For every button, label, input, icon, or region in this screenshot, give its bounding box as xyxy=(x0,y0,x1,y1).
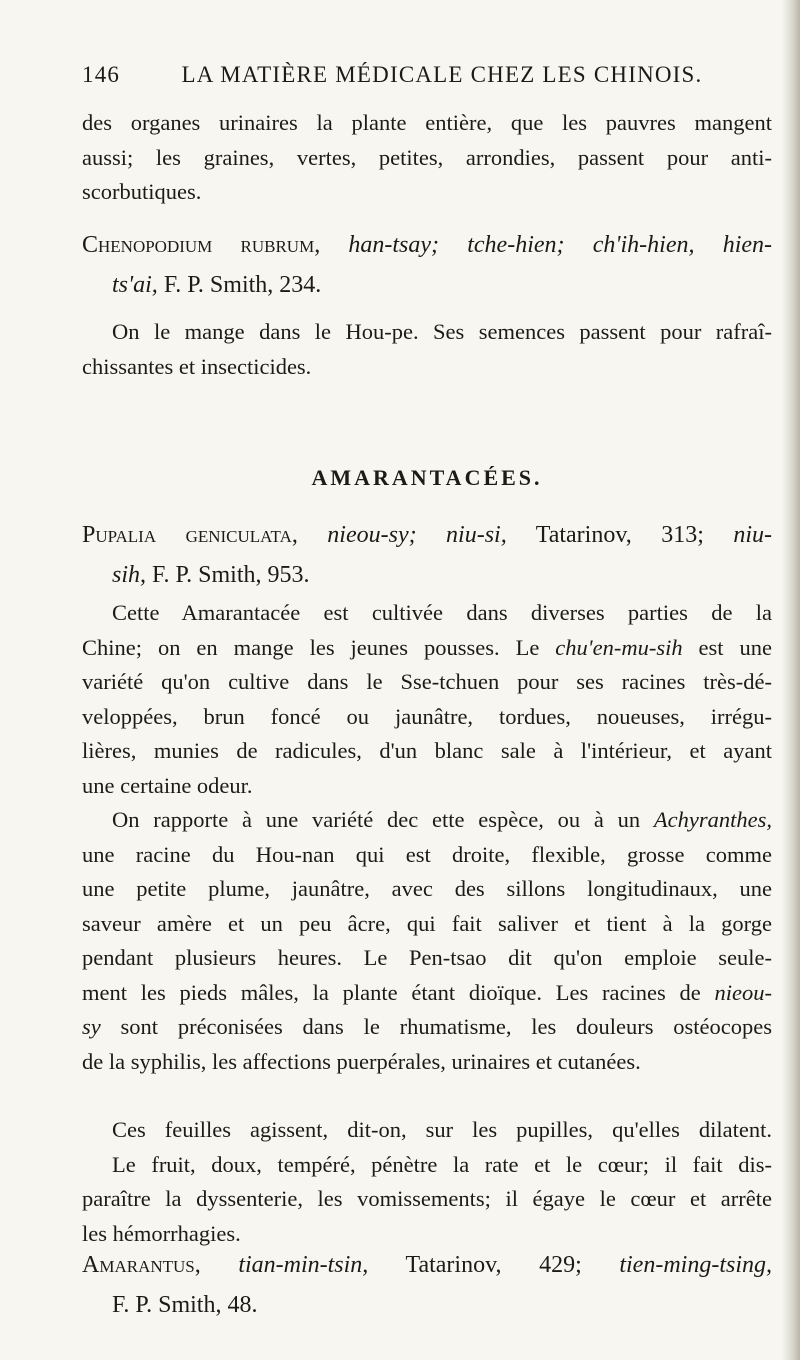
genus-italic: Achyranthes, xyxy=(653,807,773,832)
paragraph xyxy=(82,315,772,384)
text-line: de la syphilis, les affections puerpérales, urinaires et cutanées. xyxy=(82,1048,641,1074)
chinese-names: tien-ming-tsing, xyxy=(619,1252,772,1278)
text-line: aussi; les graines, vertes, petites, arrondies, passent pour anti- xyxy=(82,144,772,170)
text-segment: On rapporte à une variété dec ette espèce, ou à un xyxy=(112,807,641,832)
reference: F. P. Smith, 234. xyxy=(163,272,322,298)
running-header xyxy=(82,62,772,88)
chinese-names: tian-min-tsin, xyxy=(238,1252,369,1278)
paragraph xyxy=(82,596,772,803)
running-title: LA MATIÈRE MÉDICALE CHEZ LES CHINOIS. xyxy=(181,62,703,87)
chinese-names: nieou-sy; niu-si, xyxy=(327,522,507,548)
chinese-name-cont: sy xyxy=(82,1014,101,1039)
text-line: une certaine odeur. xyxy=(82,772,253,798)
text-line: veloppées, brun foncé ou jaunâtre, tordues, noueuses, irrégu- xyxy=(82,703,772,729)
text-line: scorbutiques. xyxy=(82,179,202,204)
text-line: une petite plume, jaunâtre, avec des sillons longitudinaux, une xyxy=(82,876,772,901)
reference: F. P. Smith, 953. xyxy=(152,562,310,588)
genus-name: Pupalia xyxy=(82,522,157,548)
paragraph xyxy=(82,1113,772,1251)
text-line: Le fruit, doux, tempéré, pénètre la rate et le cœur; il fait dis- xyxy=(112,1151,772,1177)
text-line: lières, munies de radicules, d'un blanc sale à l'intérieur, et ayant xyxy=(82,738,772,763)
text-line: On le mange dans le Hou-pe. Ses semences passent pour rafraî- xyxy=(112,319,772,344)
text-line: paraître la dyssenterie, les vomissements; il égaye le cœur et arrête xyxy=(82,1186,772,1211)
text-line: chissantes et insecticides. xyxy=(82,353,312,379)
genus-name: Chenopodium xyxy=(82,232,213,258)
chinese-name-cont: sih, xyxy=(112,562,147,588)
text-segment: sont préconisées dans le rhumatisme, les douleurs ostéocopes xyxy=(120,1014,772,1039)
species-name: geniculata xyxy=(185,522,292,548)
reference: F. P. Smith, 48. xyxy=(112,1292,258,1318)
text-line: Cette Amarantacée est cultivée dans diverses parties de la xyxy=(112,600,772,625)
chinese-names-cont: ts'ai, xyxy=(112,272,158,298)
text-line: Ces feuilles agissent, dit-on, sur les pupilles, qu'elles dilatent. xyxy=(112,1117,772,1142)
text-segment: ment les pieds mâles, la plante étant dioïque. Les racines de xyxy=(82,979,701,1005)
page-edge-shadow xyxy=(782,0,800,1360)
text-line: variété qu'on cultive dans le Sse-tchuen pour ses racines très-dé- xyxy=(82,669,772,694)
entry-pupalia: Pupalia geniculata, nieou-sy; niu-si, Tatarinov, 313; niu- sih, F. P. Smith, 953. xyxy=(82,522,772,588)
text-line: des organes urinaires la plante entière, que les pauvres mangent xyxy=(82,110,772,135)
genus-name: Amarantus, xyxy=(82,1252,201,1278)
paragraph-continuation xyxy=(82,106,772,210)
text-line: pendant plusieurs heures. Le Pen-tsao dit qu'on emploie seule- xyxy=(82,945,772,970)
chinese-name: nieou- xyxy=(714,979,773,1005)
text-line: les hémorrhagies. xyxy=(82,1220,241,1246)
reference: Tatarinov, 313; xyxy=(535,522,704,548)
text-segment: est une xyxy=(698,634,772,660)
entry-chenopodium: Chenopodium rubrum, han-tsay; tche-hien; ch'ih-hien, hien- ts'ai, F. P. Smith, 234. xyxy=(82,232,772,298)
reference: Tatarinov, 429; xyxy=(405,1252,582,1278)
text-segment: Chine; on en mange les jeunes pousses. Le xyxy=(82,634,540,660)
chinese-name: chu'en-mu-sih xyxy=(555,634,683,660)
entry-amarantus xyxy=(82,1245,772,1325)
chinese-names: han-tsay; tche-hien; ch'ih-hien, hien- xyxy=(348,232,772,258)
chinese-name: niu- xyxy=(733,522,772,548)
species-name: rubrum xyxy=(240,232,315,258)
paragraph xyxy=(82,803,772,1079)
page-number: 146 xyxy=(82,62,121,87)
text-line: saveur amère et un peu âcre, qui fait saliver et tient à la gorge xyxy=(82,910,772,936)
text-line: une racine du Hou-nan qui est droite, flexible, grosse comme xyxy=(82,841,772,867)
section-heading: AMARANTACÉES. xyxy=(311,465,543,490)
